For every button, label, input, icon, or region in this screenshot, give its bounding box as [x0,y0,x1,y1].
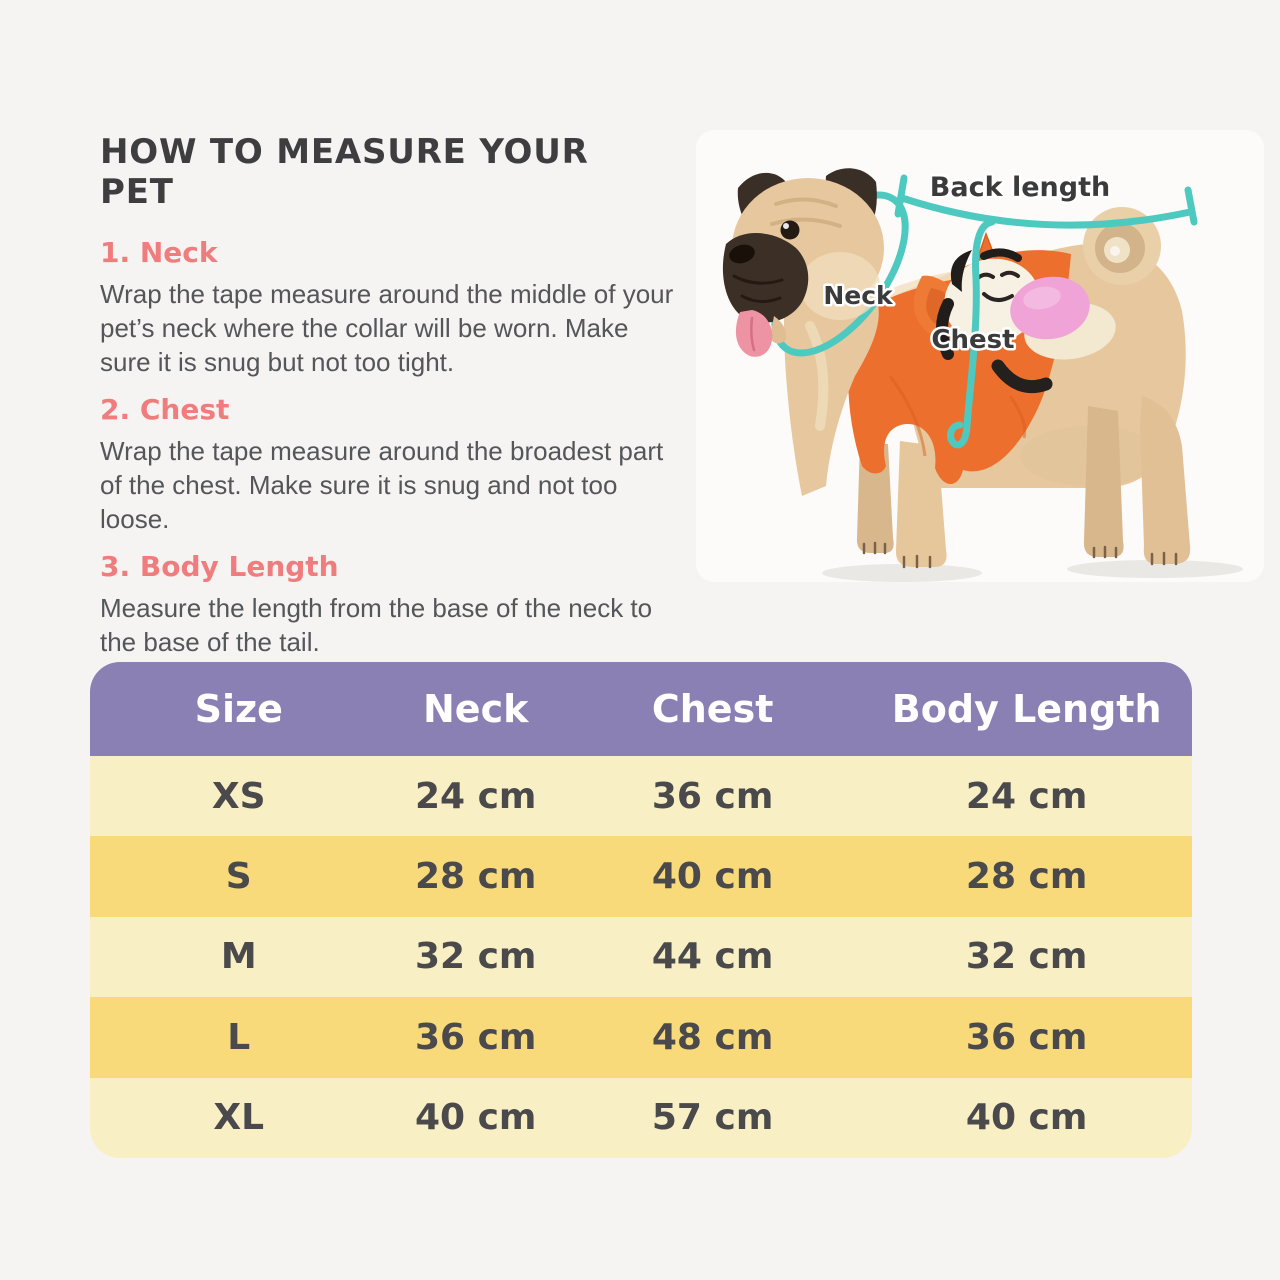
cell-size: L [227,1016,251,1058]
step-chest-heading: 2. Chest [100,393,230,426]
cell-neck: 24 cm [414,775,537,817]
column-header-neck: Neck [423,687,529,731]
step-neck-heading: 1. Neck [100,236,218,269]
step-neck [100,236,675,379]
table-row-m [90,917,1192,997]
cell-chest: 44 cm [651,936,774,978]
step-body-length-heading: 3. Body Length [100,550,339,583]
column-header-body-length: Body Length [891,687,1162,731]
cell-chest: 48 cm [651,1016,774,1058]
cell-size: M [220,936,257,978]
cell-body-length: 32 cm [965,936,1088,978]
chest-label: Chest [931,325,1015,355]
page-title: HOW TO MEASURE YOUR PET [100,132,589,212]
cell-neck: 32 cm [414,936,537,978]
cell-body-length: 36 cm [965,1016,1088,1058]
cell-body-length: 40 cm [965,1097,1088,1139]
cell-body-length: 24 cm [965,775,1088,817]
step-chest-body: Wrap the tape measure around the broadest part of the chest. Make sure it is snug and not too loose. [100,436,664,534]
cell-neck: 40 cm [414,1097,537,1139]
cell-chest: 57 cm [651,1097,774,1139]
table-row-l [90,997,1192,1077]
back-length-label: Back length [929,172,1111,203]
size-table-header [90,662,1192,756]
cell-body-length: 28 cm [965,856,1088,898]
cell-size: S [225,856,252,898]
cell-chest: 40 cm [651,856,774,898]
cell-chest: 36 cm [651,775,774,817]
cell-neck: 28 cm [414,856,537,898]
column-header-size: Size [194,687,283,731]
table-row-xl [90,1078,1192,1158]
size-table [90,662,1192,1158]
step-body-length-body: Measure the length from the base of the neck to the base of the tail. [100,593,653,657]
step-chest [100,393,675,536]
cell-size: XS [211,775,266,817]
column-header-chest: Chest [651,687,774,731]
cell-size: XL [213,1097,265,1139]
cell-neck: 36 cm [414,1016,537,1058]
step-body-length [100,550,675,659]
measure-instructions [100,132,675,669]
table-row-s [90,836,1192,916]
pet-measurement-diagram [690,126,1270,606]
table-row-xs [90,756,1192,836]
neck-label: Neck [823,281,893,310]
step-neck-body: Wrap the tape measure around the middle of your pet’s neck where the collar will be worn. Make sure it is snug but not too tight. [100,279,674,377]
pug-illustration [690,126,1270,606]
